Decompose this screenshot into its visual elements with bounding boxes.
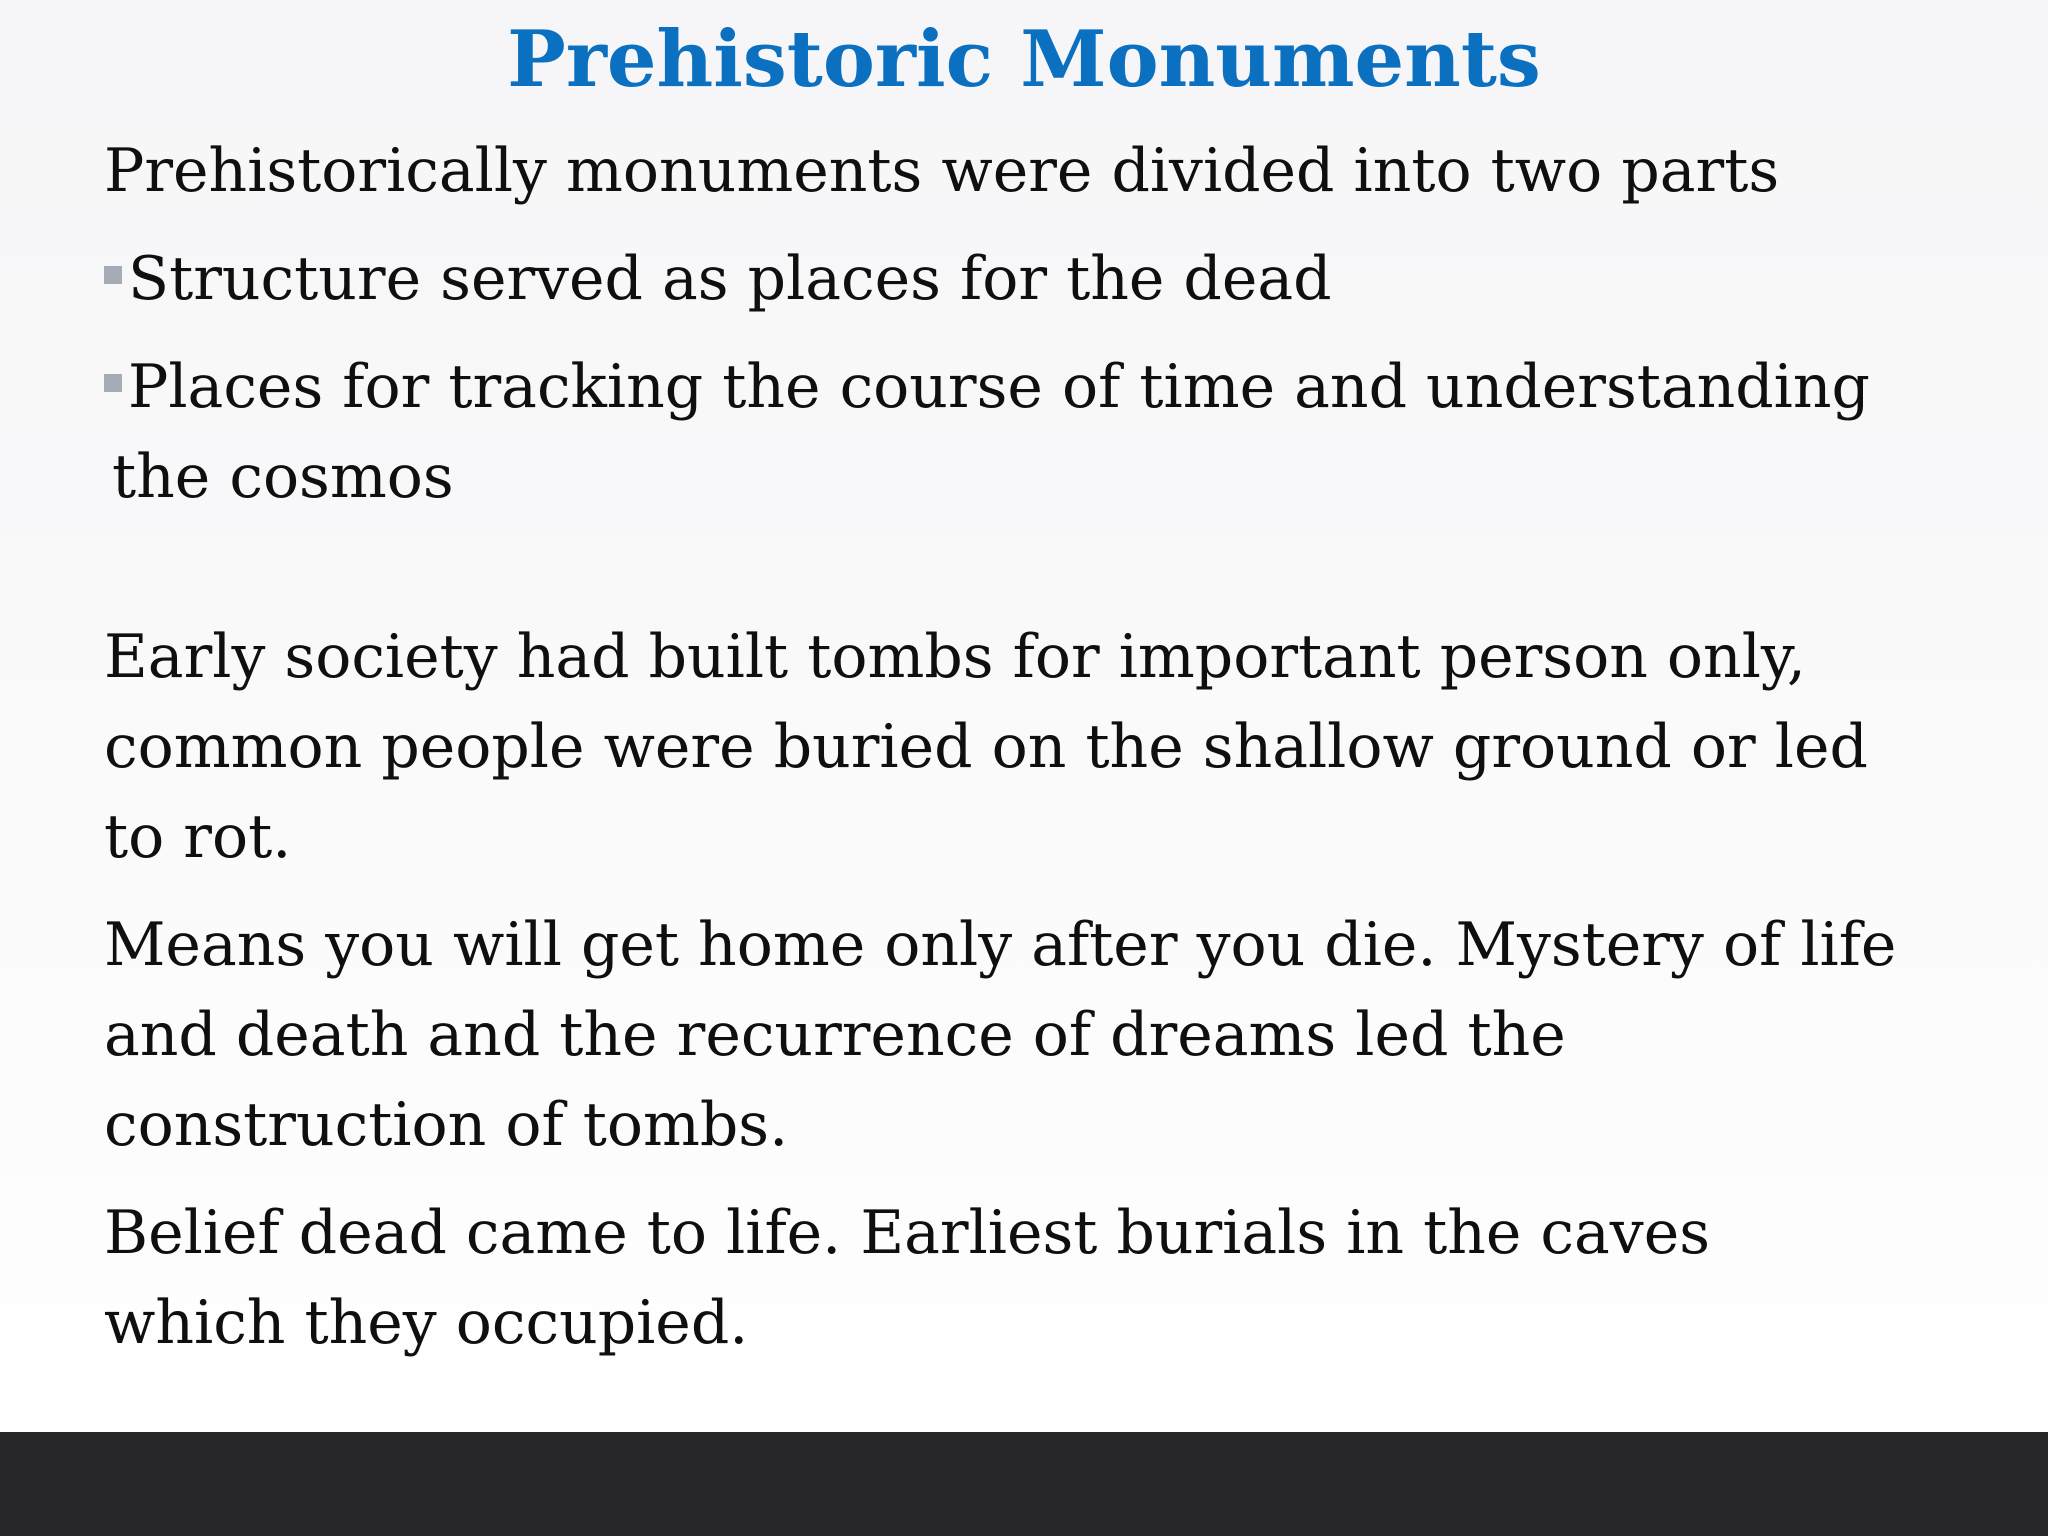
square-bullet-icon [104, 266, 122, 284]
paragraph-line: Means you will get home only after you die. Mystery of life [104, 910, 1897, 980]
spacer [104, 522, 2004, 612]
slide-title: Prehistoric Monuments [507, 14, 1541, 105]
bullet-text-continuation: the cosmos [112, 442, 454, 512]
bullet-text: Places for tracking the course of time and understanding [128, 352, 1870, 422]
bullet-item [104, 342, 2004, 432]
paragraph-mystery [104, 900, 2004, 1170]
slide-content [104, 126, 2004, 1386]
paragraph-tombs [104, 612, 2004, 882]
paragraph-line: and death and the recurrence of dreams led the [104, 1000, 1566, 1070]
bullet-text: Structure served as places for the dead [128, 244, 1332, 314]
paragraph-belief [104, 1188, 2004, 1368]
paragraph-line: common people were buried on the shallow ground or led [104, 712, 1868, 782]
square-bullet-icon [104, 374, 122, 392]
bullet-item [104, 234, 2004, 324]
paragraph-line: Early society had built tombs for important person only, [104, 622, 1806, 692]
footer-bar [0, 1432, 2048, 1536]
paragraph-line: construction of tombs. [104, 1090, 789, 1160]
paragraph-line: to rot. [104, 802, 292, 872]
paragraph-line: Belief dead came to life. Earliest burials in the caves [104, 1198, 1710, 1268]
intro-text: Prehistorically monuments were divided into two parts [104, 136, 1780, 206]
paragraph-line: which they occupied. [104, 1288, 749, 1358]
